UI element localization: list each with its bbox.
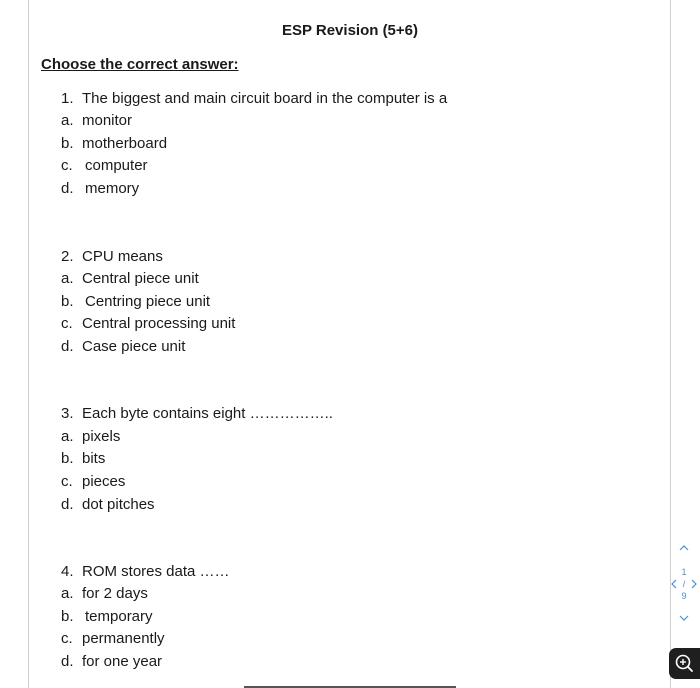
question-number: 2. [61, 248, 74, 265]
question-text: The biggest and main circuit board in the computer is a [82, 90, 448, 107]
option-text: for 2 days [82, 585, 148, 602]
question-stem [61, 405, 333, 423]
option-text: pixels [82, 428, 121, 445]
option-letter: d. [61, 653, 74, 670]
document-title: ESP Revision (5+6) [281, 22, 419, 39]
option-letter: d. [61, 180, 74, 197]
option-d [61, 653, 162, 671]
option-text: memory [85, 180, 140, 197]
option-letter: a. [61, 428, 74, 445]
chevron-down-icon[interactable] [673, 610, 695, 626]
option-c [61, 315, 235, 333]
option-b [61, 608, 153, 626]
option-letter: d. [61, 338, 74, 355]
chevron-right-icon[interactable] [690, 577, 698, 591]
option-c [61, 473, 125, 491]
option-b [61, 293, 210, 311]
option-text: monitor [82, 112, 133, 129]
question-number: 1. [61, 90, 74, 107]
option-letter: c. [61, 315, 73, 332]
option-letter: d. [61, 496, 74, 513]
option-a [61, 428, 120, 446]
question-stem [61, 90, 447, 108]
option-d [61, 180, 139, 198]
option-letter: c. [61, 473, 73, 490]
zoom-in-button[interactable] [669, 648, 700, 679]
option-c [61, 630, 165, 648]
question-number: 4. [61, 563, 74, 580]
option-text: temporary [85, 608, 153, 625]
option-b [61, 135, 167, 153]
page-separator: / [682, 579, 686, 589]
option-letter: b. [61, 293, 74, 310]
option-letter: c. [61, 157, 73, 174]
current-page: 1 [681, 567, 687, 577]
option-b [61, 450, 105, 468]
option-c [61, 157, 148, 175]
chevron-up-icon[interactable] [673, 540, 695, 556]
question-text: ROM stores data …… [82, 563, 230, 580]
page-left-edge [28, 0, 29, 688]
question-text: CPU means [82, 248, 163, 265]
option-letter: b. [61, 450, 74, 467]
question-stem [61, 563, 230, 581]
option-a [61, 112, 132, 130]
zoom-in-icon [669, 648, 700, 679]
option-text: Central piece unit [82, 270, 199, 287]
option-letter: b. [61, 608, 74, 625]
option-a [61, 585, 148, 603]
option-letter: c. [61, 630, 73, 647]
option-d [61, 338, 185, 356]
option-text: pieces [82, 473, 126, 490]
option-text: for one year [82, 653, 163, 670]
option-text: permanently [82, 630, 165, 647]
option-letter: a. [61, 585, 74, 602]
option-text: Central processing unit [82, 315, 236, 332]
instruction-heading: Choose the correct answer: [41, 56, 239, 73]
total-pages: 9 [681, 591, 687, 601]
option-d [61, 496, 155, 514]
question-number: 3. [61, 405, 74, 422]
page-navigator [673, 540, 695, 628]
question-stem [61, 248, 163, 266]
option-text: Case piece unit [82, 338, 186, 355]
page-counter [678, 566, 690, 602]
option-letter: b. [61, 135, 74, 152]
option-a [61, 270, 199, 288]
option-text: computer [85, 157, 148, 174]
option-letter: a. [61, 270, 74, 287]
option-text: bits [82, 450, 106, 467]
chevron-left-icon[interactable] [670, 577, 678, 591]
option-letter: a. [61, 112, 74, 129]
question-text: Each byte contains eight …………….. [82, 405, 333, 422]
option-text: motherboard [82, 135, 168, 152]
option-text: Centring piece unit [85, 293, 211, 310]
option-text: dot pitches [82, 496, 155, 513]
